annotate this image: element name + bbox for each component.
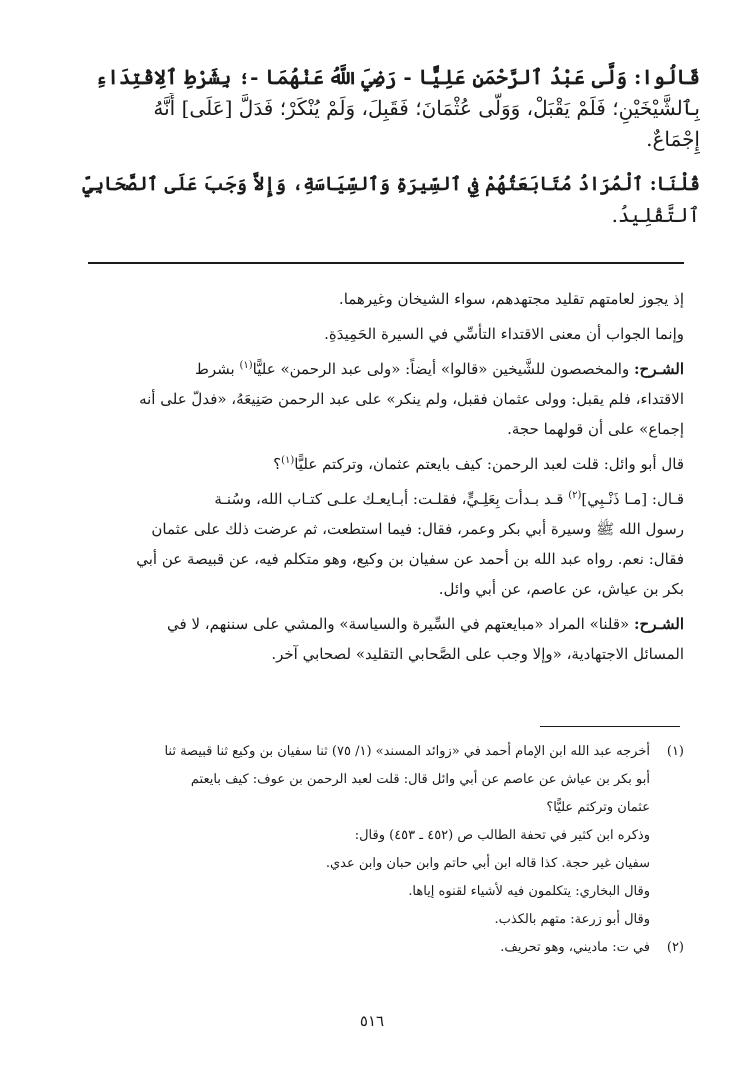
commentary-text-run: قـال: [مـا ذَنْـبِي] [581, 490, 684, 508]
footnote-number: (٢) [666, 940, 684, 955]
commentary-paragraph [72, 354, 684, 444]
matn-paragraph-1 [72, 62, 700, 155]
commentary-text-run: «قلنا» المراد «مبايعتهم في السِّيرة والسياسة» والمشي على سننهم، لا في [167, 615, 630, 633]
commentary-line: الاقتداء، فلم يقبل: وولى عثمان فقبل، ولم ينكر» على عبد الرحمن صَنِيعَهُ، «فدلّ على أنه [139, 390, 684, 408]
commentary-text-run: والمخصصون للشَّيخين «قالوا» أيضاً: «ولى عبد الرحمن» عليًّا [252, 360, 630, 378]
footnote-line: عثمان وتركتم عليًّا؟ [546, 800, 650, 815]
commentary-paragraph [72, 449, 684, 479]
footnote-2 [72, 934, 684, 962]
matn-line: بِٱلشَّيْخَيْنِ؛ فَلَمْ يَقْبَلْ، وَوَلَّى عُثْمَانَ؛ فَقَبِلَ، وَلَمْ يُنْكَرْ؛ فَدَلَّ [عَلَى] أَنَّهُ [153, 96, 700, 120]
footnote-body [72, 934, 650, 962]
sharh-label: الشـرح: [633, 615, 684, 633]
commentary-text-run: بشرط [195, 360, 240, 378]
footnote-line: وقال أبو زرعة: متهم بالكذب. [494, 912, 650, 927]
footnote-number: (١) [666, 744, 684, 759]
matn-paragraph-2 [72, 169, 700, 231]
page-number: ٥١٦ [359, 1012, 385, 1030]
commentary-line: بكر بن عياش، عن عاصم، عن أبي وائل. [438, 580, 684, 598]
commentary-line: وإنما الجواب أن معنى الاقتداء التأسِّي في السيرة الحَمِيدَةِ. [324, 325, 684, 343]
footnote-reference: (١) [281, 455, 295, 466]
matn-line: إِجْمَاعٌ. [646, 127, 700, 151]
footnote-line: سفيان غير حجة. كذا قاله ابن أبي حاتم وابن حبان وابن عدي. [325, 856, 650, 871]
footnote-line: أبو بكر بن عياش عن عاصم عن أبي وائل قال: قلت لعبد الرحمن بن عوف: كيف بايعتم [190, 772, 650, 787]
footnote-reference: (١) [239, 360, 253, 371]
commentary-line [72, 354, 684, 384]
footnote-1 [72, 738, 684, 934]
matn-line: قُلْنَا: ٱلْمُرَادُ مُتَابَعَتُهُمْ فِي ٱلسِّيرَةِ وَٱلسِّيَاسَةِ، وَإِلاَّ وَجَبَ عَلَى ٱلصَّحَابِيِّ [82, 174, 700, 195]
commentary-paragraph [72, 609, 684, 669]
footnote-line: أخرجه عبد الله ابن الإمام أحمد في «زوائد المسند» (١/ ٧٥) ثنا سفيان بن وكيع ثنا قبيصة ثنا [164, 744, 650, 759]
commentary-line: رسول الله ﷺ وسيرة أبي بكر وعمر، فقال: فيما استطعت، ثم عرضت ذلك على عثمان [151, 520, 684, 538]
commentary-line [72, 484, 684, 514]
footnote-line: في ت: ماديني، وهو تحريف. [500, 940, 650, 955]
commentary-text-run: قـد بـدأت بِعَلِـيٍّ، فقلـت: أبـايعـك علـى كتـاب الله، وسُنـة [214, 490, 569, 508]
footnote-separator-rule [540, 726, 680, 727]
matn-line: قَالُوا: وَلَّى عَبْدُ ٱلرَّحْمَنِ عَلِيًّا - رَضِيَ اللَّهُ عَنْهُمَا -؛ بِشَرْطِ ٱلِاقْتِدَاءِ [95, 65, 700, 89]
commentary-line [72, 449, 684, 479]
footnotes [72, 738, 684, 962]
commentary-line: إجماع» على أن قولهما حجة. [507, 420, 684, 438]
commentary-line: فقال: نعم. رواه عبد الله بن أحمد عن سفيان بن وكيع، وهو متكلم فيه، عن قبيصة عن أبي [136, 550, 684, 568]
matn-line: ٱلتَّقْلِيدُ. [611, 203, 700, 227]
commentary-line: المسائل الاجتهادية، «وإلا وجب على الصَّحابي التقليد» لصحابي آخر. [271, 645, 684, 663]
commentary-line: إذ يجوز لعامتهم تقليد مجتهدهم، سواء الشيخان وغيرهما. [338, 290, 684, 308]
sharh-label: الشـرح: [633, 360, 684, 378]
matn-separator-rule [88, 262, 684, 264]
footnote-line: وذكره ابن كثير في تحفة الطالب ص (٤٥٢ ـ ٤٥٣) وقال: [354, 828, 650, 843]
commentary-line [72, 609, 684, 639]
commentary-paragraph [72, 484, 684, 604]
commentary-text-run: قال أبو وائل: قلت لعبد الرحمن: كيف بايعتم عثمان، وتركتم عليًّا [294, 455, 684, 473]
commentary-paragraph [72, 284, 684, 314]
footnote-reference: (٢) [568, 490, 582, 501]
matn-text [72, 62, 700, 231]
footnote-line: وقال البخاري: يتكلمون فيه لأشياء لقنوه إياها. [408, 884, 650, 899]
commentary-paragraph [72, 319, 684, 349]
commentary-text-run: ؟ [273, 455, 282, 473]
footnote-body [72, 738, 650, 934]
commentary-text [72, 284, 684, 669]
